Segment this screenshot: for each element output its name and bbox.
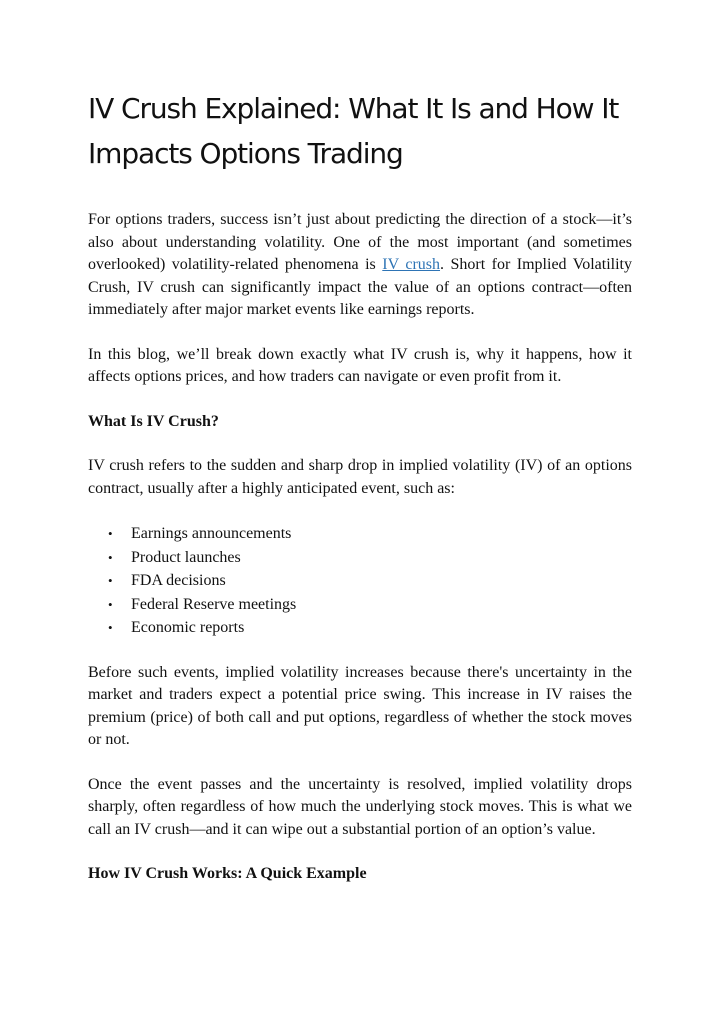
bullet-icon: • [108,549,113,565]
bullet-icon: • [108,526,113,541]
list-item [88,522,632,546]
list-item-text: Economic reports [131,619,245,636]
list-item-text: Earnings announcements [131,525,292,542]
page-title: IV Crush Explained: What It Is and How It Impacts Options Trading [88,92,619,170]
intro-paragraph [88,209,632,322]
list-item [88,593,632,617]
section-heading-what-is-iv-crush: What Is IV Crush? [88,412,219,430]
bullet-icon: • [108,620,113,635]
iv-crush-link[interactable]: IV crush [382,256,441,273]
list-item [88,616,632,640]
list-item-text: Product launches [131,548,241,566]
intro-text-after-link: . Short for Implied Volatility Crush, IV crush can significantly impact the value of an options contract—often immediately after major market events like earnings reports. [88,256,633,318]
after-events-paragraph: Once the event passes and the uncertainty is resolved, implied volatility drops sharply, often regardless of how much the underlying stock moves. This is what we call an IV crush—and it can wipe out a substantial portion of an option’s value. [88,775,632,838]
list-item [88,546,632,570]
bullet-icon: • [108,596,113,612]
before-events-paragraph: Before such events, implied volatility increases because there's uncertainty in the market and traders expect a potential price swing. This increase in IV raises the premium (price) of both call and put options, regardless of whether the stock moves or not. [88,663,632,748]
bullet-icon: • [108,573,113,588]
event-list [88,522,632,640]
list-item-text: Federal Reserve meetings [131,595,297,613]
section-heading-how-iv-crush-works: How IV Crush Works: A Quick Example [88,865,367,882]
list-item-text: FDA decisions [131,572,226,589]
definition-paragraph: IV crush refers to the sudden and sharp drop in implied volatility (IV) of an options contract, usually after a highly anticipated event, such as: [88,457,632,497]
intro-text-before-link: For options traders, success isn’t just about predicting the direction of a stock—it’s also about understanding volatility. One of the most important (and sometimes overlooked) volatility-related phenomena is [88,211,632,273]
blog-intro-paragraph: In this blog, we’ll break down exactly what IV crush is, why it happens, how it affects options prices, and how traders can navigate or even profit from it. [88,345,632,385]
list-item [88,569,632,593]
document-body [88,86,632,908]
